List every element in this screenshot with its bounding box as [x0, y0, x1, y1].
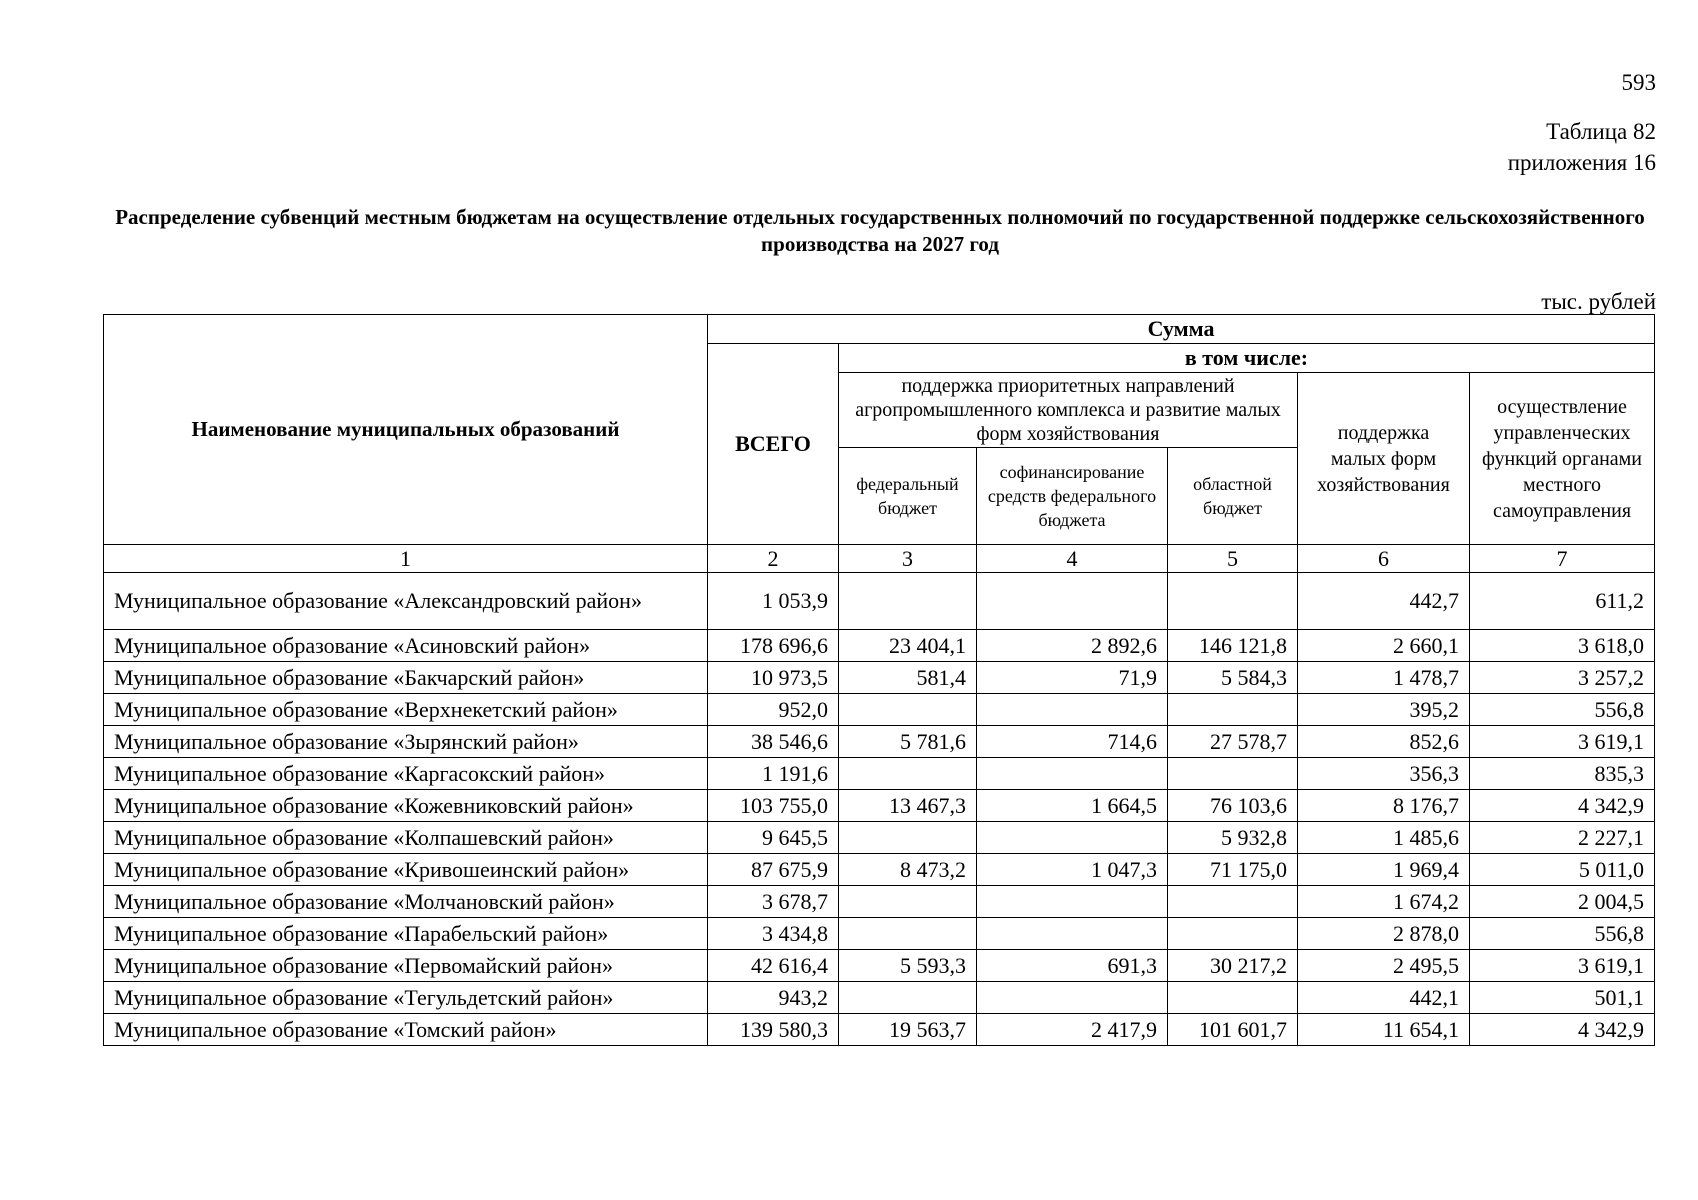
table-reference	[1508, 116, 1656, 178]
units-label: тыс. рублей	[1541, 289, 1656, 314]
cell-federal: 581,4	[839, 662, 977, 694]
cell-cofinancing: 714,6	[977, 726, 1168, 758]
table-row	[104, 662, 1655, 694]
municipality-name: Муниципальное образование «Тегульдетский район»	[104, 982, 708, 1014]
cell-total: 9 645,5	[708, 822, 839, 854]
column-number: 5	[1168, 545, 1298, 573]
header-including: в том числе:	[839, 344, 1655, 373]
cell-management: 556,8	[1470, 918, 1655, 950]
cell-federal: 8 473,2	[839, 854, 977, 886]
cell-management: 501,1	[1470, 982, 1655, 1014]
cell-cofinancing	[977, 694, 1168, 726]
cell-regional: 5 932,8	[1168, 822, 1298, 854]
table-row	[104, 573, 1655, 630]
cell-federal: 5 781,6	[839, 726, 977, 758]
cell-federal	[839, 694, 977, 726]
cell-cofinancing: 1 664,5	[977, 790, 1168, 822]
cell-management: 2 227,1	[1470, 822, 1655, 854]
cell-management: 3 257,2	[1470, 662, 1655, 694]
header-total: ВСЕГО	[708, 344, 839, 545]
cell-regional	[1168, 758, 1298, 790]
cell-regional: 71 175,0	[1168, 854, 1298, 886]
column-number: 4	[977, 545, 1168, 573]
cell-management: 3 618,0	[1470, 630, 1655, 662]
cell-small-forms: 395,2	[1298, 694, 1470, 726]
cell-cofinancing	[977, 758, 1168, 790]
cell-management: 611,2	[1470, 573, 1655, 630]
cell-total: 139 580,3	[708, 1014, 839, 1046]
cell-regional	[1168, 982, 1298, 1014]
cell-small-forms: 442,1	[1298, 982, 1470, 1014]
cell-small-forms: 2 878,0	[1298, 918, 1470, 950]
cell-cofinancing: 71,9	[977, 662, 1168, 694]
header-management: осуществление управленческих функций органами местного самоуправления	[1470, 373, 1655, 545]
cell-total: 10 973,5	[708, 662, 839, 694]
cell-regional: 101 601,7	[1168, 1014, 1298, 1046]
cell-total: 3 678,7	[708, 886, 839, 918]
cell-federal	[839, 982, 977, 1014]
cell-small-forms: 442,7	[1298, 573, 1470, 630]
cell-federal	[839, 822, 977, 854]
table-number: Таблица 82	[1546, 119, 1656, 144]
table-row	[104, 918, 1655, 950]
cell-federal	[839, 886, 977, 918]
table-row	[104, 790, 1655, 822]
table-row	[104, 726, 1655, 758]
cell-total: 42 616,4	[708, 950, 839, 982]
table-row	[104, 886, 1655, 918]
header-priority-group: поддержка приоритетных направлений агропромышленного комплекса и развитие малых форм хозяйствования	[839, 373, 1298, 448]
table-row	[104, 854, 1655, 886]
cell-cofinancing	[977, 886, 1168, 918]
table-body	[104, 573, 1655, 1046]
table-row	[104, 1014, 1655, 1046]
cell-small-forms: 1 485,6	[1298, 822, 1470, 854]
municipality-name: Муниципальное образование «Каргасокский район»	[104, 758, 708, 790]
cell-federal: 5 593,3	[839, 950, 977, 982]
cell-cofinancing: 691,3	[977, 950, 1168, 982]
cell-small-forms: 852,6	[1298, 726, 1470, 758]
cell-small-forms: 356,3	[1298, 758, 1470, 790]
cell-total: 87 675,9	[708, 854, 839, 886]
page-number: 593	[1621, 70, 1656, 95]
cell-federal: 13 467,3	[839, 790, 977, 822]
cell-federal	[839, 918, 977, 950]
document-title: Распределение субвенций местным бюджетам на осуществление отдельных государственных полномочий по государственной поддержке сельскохозяйственного производства на 2027 год	[115, 205, 1645, 256]
column-number-row	[104, 545, 1655, 573]
municipality-name: Муниципальное образование «Александровский район»	[104, 573, 708, 630]
cell-total: 38 546,6	[708, 726, 839, 758]
municipality-name: Муниципальное образование «Асиновский район»	[104, 630, 708, 662]
cell-cofinancing: 1 047,3	[977, 854, 1168, 886]
cell-total: 943,2	[708, 982, 839, 1014]
cell-management: 5 011,0	[1470, 854, 1655, 886]
column-number: 1	[104, 545, 708, 573]
municipality-name: Муниципальное образование «Парабельский район»	[104, 918, 708, 950]
cell-small-forms: 2 495,5	[1298, 950, 1470, 982]
cell-small-forms: 11 654,1	[1298, 1014, 1470, 1046]
cell-federal: 23 404,1	[839, 630, 977, 662]
column-number: 6	[1298, 545, 1470, 573]
cell-regional: 5 584,3	[1168, 662, 1298, 694]
cell-management: 4 342,9	[1470, 1014, 1655, 1046]
cell-regional: 76 103,6	[1168, 790, 1298, 822]
column-number: 7	[1470, 545, 1655, 573]
municipality-name: Муниципальное образование «Томский район»	[104, 1014, 708, 1046]
cell-cofinancing	[977, 573, 1168, 630]
cell-regional	[1168, 918, 1298, 950]
header-cofinancing: софинансирование средств федерального бюджета	[977, 448, 1168, 545]
header-regional: областной бюджет	[1168, 448, 1298, 545]
header-sum: Сумма	[708, 315, 1655, 344]
cell-small-forms: 2 660,1	[1298, 630, 1470, 662]
table-row	[104, 758, 1655, 790]
cell-total: 952,0	[708, 694, 839, 726]
cell-cofinancing	[977, 918, 1168, 950]
appendix-number: приложения 16	[1507, 150, 1656, 175]
cell-total: 1 191,6	[708, 758, 839, 790]
cell-federal	[839, 758, 977, 790]
cell-management: 3 619,1	[1470, 950, 1655, 982]
cell-total: 178 696,6	[708, 630, 839, 662]
municipality-name: Муниципальное образование «Зырянский район»	[104, 726, 708, 758]
table-row	[104, 950, 1655, 982]
municipality-name: Муниципальное образование «Кривошеинский район»	[104, 854, 708, 886]
column-number: 2	[708, 545, 839, 573]
header-small-forms: поддержка малых форм хозяйствования	[1298, 373, 1470, 545]
cell-federal: 19 563,7	[839, 1014, 977, 1046]
municipality-name: Муниципальное образование «Кожевниковский район»	[104, 790, 708, 822]
cell-federal	[839, 573, 977, 630]
cell-management: 556,8	[1470, 694, 1655, 726]
cell-cofinancing: 2 892,6	[977, 630, 1168, 662]
cell-cofinancing	[977, 822, 1168, 854]
cell-management: 835,3	[1470, 758, 1655, 790]
cell-total: 1 053,9	[708, 573, 839, 630]
column-number: 3	[839, 545, 977, 573]
table-row	[104, 982, 1655, 1014]
municipality-name: Муниципальное образование «Молчановский район»	[104, 886, 708, 918]
cell-regional: 27 578,7	[1168, 726, 1298, 758]
municipality-name: Муниципальное образование «Верхнекетский район»	[104, 694, 708, 726]
subvention-table	[103, 314, 1655, 1046]
municipality-name: Муниципальное образование «Первомайский район»	[104, 950, 708, 982]
cell-management: 4 342,9	[1470, 790, 1655, 822]
cell-total: 3 434,8	[708, 918, 839, 950]
cell-regional	[1168, 573, 1298, 630]
cell-regional: 30 217,2	[1168, 950, 1298, 982]
cell-small-forms: 1 674,2	[1298, 886, 1470, 918]
municipality-name: Муниципальное образование «Колпашевский район»	[104, 822, 708, 854]
table-row	[104, 822, 1655, 854]
cell-total: 103 755,0	[708, 790, 839, 822]
cell-cofinancing: 2 417,9	[977, 1014, 1168, 1046]
header-name: Наименование муниципальных образований	[104, 315, 708, 545]
cell-regional: 146 121,8	[1168, 630, 1298, 662]
cell-management: 2 004,5	[1470, 886, 1655, 918]
municipality-name: Муниципальное образование «Бакчарский район»	[104, 662, 708, 694]
cell-cofinancing	[977, 982, 1168, 1014]
table-row	[104, 630, 1655, 662]
table-header	[104, 315, 1655, 573]
table-row	[104, 694, 1655, 726]
cell-small-forms: 8 176,7	[1298, 790, 1470, 822]
cell-management: 3 619,1	[1470, 726, 1655, 758]
cell-small-forms: 1 969,4	[1298, 854, 1470, 886]
cell-small-forms: 1 478,7	[1298, 662, 1470, 694]
cell-regional	[1168, 694, 1298, 726]
header-federal: федеральный бюджет	[839, 448, 977, 545]
cell-regional	[1168, 886, 1298, 918]
